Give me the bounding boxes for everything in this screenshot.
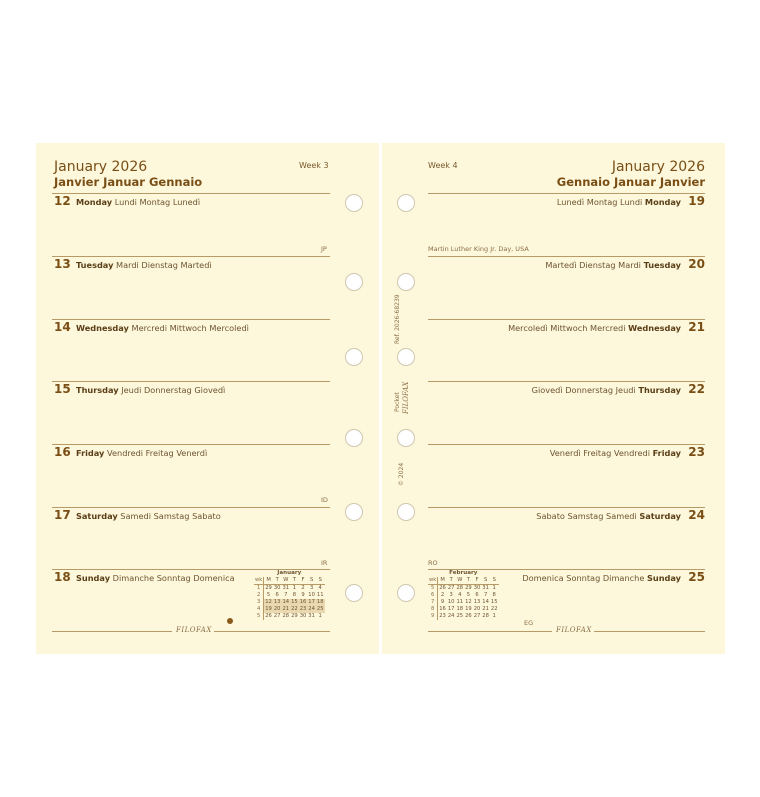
mini-cal-day: 12 [265,599,272,605]
mini-cal-day: 23 [439,613,446,619]
right-day-rule [428,319,705,320]
mini-cal-day: 5 [266,592,271,598]
left-day-number: 13 [54,257,71,271]
left-footer-rule [52,631,172,632]
mini-cal-week: 1 [254,585,264,593]
mini-cal-day: 6 [475,592,479,598]
mini-cal-day: 4 [458,592,462,598]
left-day-name: Saturday Samedi Samstag Sabato [76,511,221,521]
mini-cal-header: S [307,577,316,585]
left-page [36,143,379,654]
spine-brand-logo: FILOFAX [402,381,410,414]
right-day-name: Sabato Samstag Samedi Saturday [536,511,681,521]
mini-cal-day: 5 [466,592,471,598]
mini-cal-day: 21 [482,606,489,612]
mini-cal-header: F [299,577,308,585]
left-week-label: Week 3 [299,161,329,170]
holiday-note-eg: EG [524,619,534,627]
mini-cal-header: W [457,577,463,583]
mini-cal-day: 16 [439,606,446,612]
mini-cal-row-current-week [254,599,325,606]
mini-cal-day: 17 [308,599,315,605]
left-day-number: 12 [54,194,71,208]
binder-hole [345,584,363,602]
mini-calendar-title: January [277,570,302,576]
right-day-number: 19 [688,194,705,208]
mini-cal-week: 8 [428,606,438,613]
mini-cal-header: wk [255,577,263,583]
mini-cal-day: 19 [265,606,272,612]
binder-hole [345,273,363,291]
mini-cal-header: M [264,577,273,585]
binder-hole [345,429,363,447]
left-day-name: Wednesday Mercredi Mittwoch Mercoledì [76,323,249,333]
mini-cal-day: 22 [490,606,498,612]
mini-cal-header: wk [429,577,437,583]
right-day-number: 25 [688,570,705,584]
right-brand-logo: FILOFAX [556,626,592,634]
mini-cal-day: 11 [316,592,324,598]
mini-cal-week: 5 [428,585,438,593]
mini-cal-day: 25 [316,606,324,612]
left-day-name: Tuesday Mardi Dienstag Martedì [76,260,212,270]
left-day-name: Monday Lundi Montag Lunedì [76,197,201,207]
left-day-name: Friday Vendredi Freitag Venerdì [76,448,208,458]
mini-cal-day: 19 [465,606,472,612]
mini-cal-week: 7 [428,599,438,606]
mini-cal-row [428,592,499,599]
mini-cal-week: 4 [254,606,264,613]
mini-cal-day: 10 [308,592,315,598]
mini-cal-day: 31 [482,585,489,591]
left-footer-rule [214,631,330,632]
mini-cal-day: 30 [273,585,281,591]
binder-hole [397,584,415,602]
mini-cal-week: 5 [254,613,264,620]
left-day-number: 14 [54,320,71,334]
right-day-rule [428,381,705,382]
mini-cal-day: 3 [449,592,453,598]
right-week-label: Week 4 [428,161,458,170]
mini-cal-day: 18 [456,606,464,612]
right-day-name: Mercoledì Mittwoch Mercredi Wednesday [508,323,681,333]
right-day-name: Lunedì Montag Lundi Monday [556,197,681,207]
right-footer-rule [594,631,705,632]
holiday-note-id: ID [321,496,328,504]
mini-calendar-title: February [449,570,478,576]
mini-cal-day: 14 [482,599,489,605]
mini-cal-header: S [481,577,490,585]
mini-cal-day: 26 [265,613,272,619]
right-header-rule [428,193,705,194]
mini-cal-row [254,613,325,620]
mini-cal-day: 9 [301,592,305,598]
left-day-rule [52,381,330,382]
spine-pocket-label: Pocket [394,392,401,412]
left-day-rule [52,444,330,445]
mini-cal-day: 15 [291,599,298,605]
mini-cal-day: 26 [465,613,472,619]
right-day-name: Domenica Sonntag Dimanche Sunday [522,573,681,583]
binder-hole [397,194,415,212]
mini-cal-day: 30 [299,613,307,619]
binder-hole [397,348,415,366]
mini-cal-day: 7 [483,592,488,598]
mini-cal-day: 12 [465,599,472,605]
binder-hole [397,273,415,291]
mini-cal-day: 16 [299,599,307,605]
right-day-number: 20 [688,257,705,271]
mini-cal-week: 3 [254,599,264,606]
mini-cal-day: 11 [456,599,464,605]
mini-cal-day: 28 [282,613,290,619]
binder-hole [345,503,363,521]
mini-cal-day: 28 [482,613,489,619]
binder-hole [345,348,363,366]
left-day-number: 17 [54,508,71,522]
mini-cal-day: 8 [292,592,297,598]
mini-cal-day: 25 [456,613,464,619]
left-day-number: 16 [54,445,71,459]
mini-cal-day: 30 [473,585,481,591]
mini-cal-header: T [464,577,473,585]
mini-cal-day: 31 [282,585,290,591]
binder-hole [345,194,363,212]
mini-cal-day: 13 [273,599,281,605]
right-month-title: January 2026 [611,159,705,175]
left-header-rule [52,193,330,194]
left-day-number: 15 [54,382,71,396]
left-day-rule [52,507,330,508]
left-day-rule [52,319,330,320]
mini-cal-week: 6 [428,592,438,599]
mini-cal-week: 9 [428,613,438,620]
mini-cal-day: 29 [465,585,472,591]
right-day-rule [428,256,705,257]
left-day-number: 18 [54,570,71,584]
left-month-subtitle: Janvier Januar Gennaio [54,175,203,189]
mini-calendar-february [428,570,499,620]
right-day-number: 24 [688,508,705,522]
mini-cal-day: 2 [440,592,445,598]
mini-cal-day: 7 [284,592,288,598]
mini-cal-row [254,585,325,593]
mini-cal-day: 17 [447,606,455,612]
mini-cal-day: 20 [273,606,281,612]
mini-cal-row [428,585,499,593]
mini-cal-day: 28 [456,585,464,591]
mini-cal-day: 4 [318,585,322,591]
left-day-rule [52,256,330,257]
spine-copyright: © 2024 [398,462,405,486]
mini-cal-day: 14 [282,599,290,605]
holiday-note-ir: IR [321,559,328,567]
mini-cal-day: 24 [447,613,455,619]
marker-dot [227,618,233,624]
right-footer-rule [428,631,552,632]
mini-cal-header: M [438,577,447,585]
mini-calendar-grid [254,577,325,620]
mini-cal-row [428,613,499,620]
mini-cal-row [428,606,499,613]
mini-cal-week: 2 [254,592,264,599]
left-day-name: Sunday Dimanche Sonntag Domenica [76,573,235,583]
right-day-name: Martedì Dienstag Mardi Tuesday [545,260,681,270]
right-month-subtitle: Gennaio Januar Janvier [556,175,705,189]
mini-cal-day: 27 [473,613,481,619]
mini-cal-day: 29 [291,613,298,619]
mini-cal-day: 9 [440,599,445,605]
right-page [382,143,725,654]
mini-cal-day: 31 [308,613,315,619]
mini-cal-day: 1 [292,585,297,591]
mini-cal-day: 22 [291,606,298,612]
right-day-name: Giovedì Donnerstag Jeudi Thursday [531,385,681,395]
mini-cal-header: W [283,577,289,583]
mini-cal-header: S [316,577,325,585]
mini-cal-day: 3 [309,585,314,591]
mini-cal-day: 6 [275,592,279,598]
binder-hole [397,429,415,447]
left-brand-logo: FILOFAX [176,626,212,634]
mini-cal-day: 15 [490,599,498,605]
right-day-number: 23 [688,445,705,459]
mini-cal-day: 27 [447,585,455,591]
mini-cal-day: 20 [473,606,481,612]
mini-cal-row [428,599,499,606]
holiday-note-mlk: Martin Luther King Jr. Day, USA [428,245,529,253]
spine-ref-code: Ref. 2026-68239 [394,294,401,344]
mini-cal-header: F [473,577,482,585]
mini-cal-day: 1 [492,613,496,619]
mini-cal-day: 1 [492,585,496,591]
mini-cal-header: T [273,577,282,585]
mini-cal-header: T [447,577,456,585]
mini-cal-header: T [290,577,299,585]
mini-cal-day: 23 [299,606,307,612]
mini-cal-day: 18 [316,599,324,605]
right-day-rule [428,507,705,508]
mini-calendar-grid [428,577,499,620]
mini-cal-header: S [490,577,499,585]
mini-cal-row [254,592,325,599]
left-month-title: January 2026 [54,159,148,175]
mini-cal-day: 1 [318,613,322,619]
mini-cal-day: 8 [492,592,496,598]
mini-cal-day: 10 [447,599,455,605]
mini-cal-day: 24 [308,606,315,612]
mini-cal-row-next-week [254,606,325,613]
mini-cal-day: 13 [473,599,481,605]
mini-cal-day: 29 [265,585,272,591]
mini-cal-day: 21 [282,606,290,612]
holiday-note-jp: JP [321,245,327,253]
right-day-number: 21 [688,320,705,334]
holiday-note-ro: RO [428,559,438,567]
mini-cal-day: 26 [439,585,446,591]
left-day-name: Thursday Jeudi Donnerstag Giovedì [76,385,226,395]
mini-cal-day: 27 [273,613,281,619]
right-day-rule [428,444,705,445]
mini-cal-day: 2 [301,585,305,591]
binder-hole [397,503,415,521]
right-day-name: Venerdì Freitag Vendredi Friday [549,448,681,458]
mini-calendar-january [254,570,325,620]
right-day-number: 22 [688,382,705,396]
